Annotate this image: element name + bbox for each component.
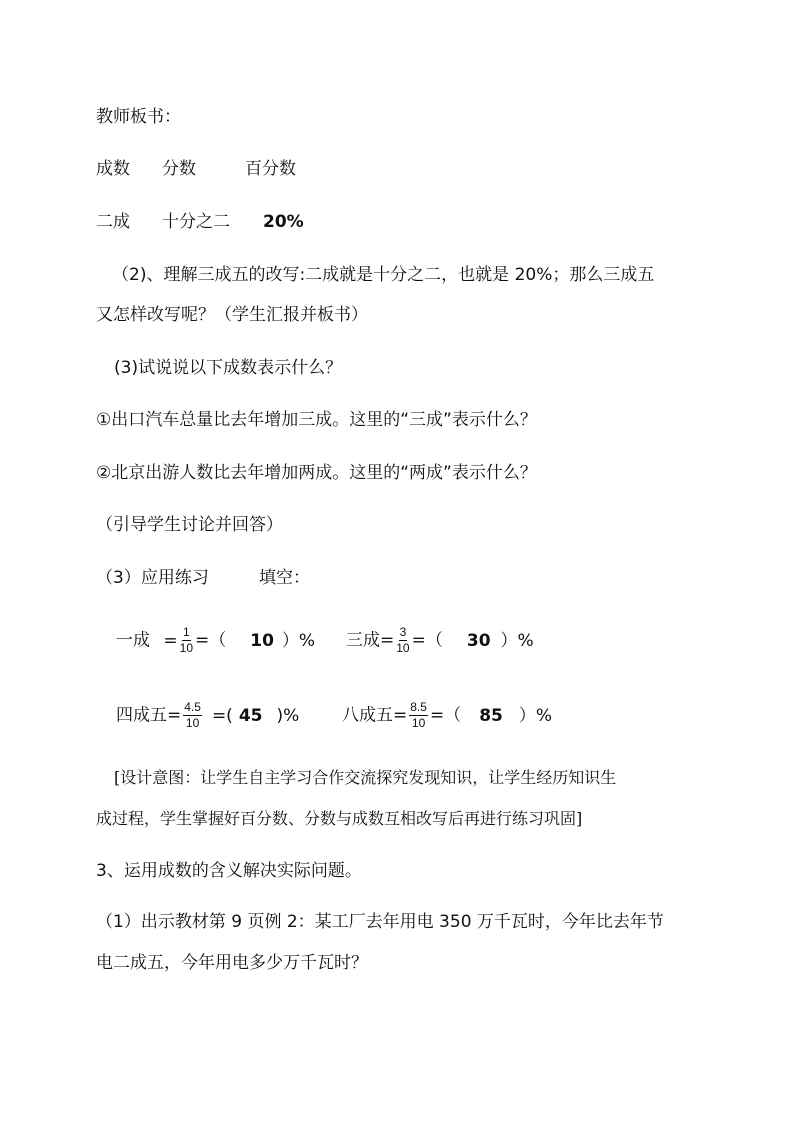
section-3-heading: 3、运用成数的含义解决实际问题。 xyxy=(96,861,362,881)
design-intent-line-1: [设计意图：让学生自主学习合作交流探究发现知识，让学生经历知识生 xyxy=(114,768,617,787)
paragraph-2-line-2: 又怎样改写呢？（学生汇报并板书） xyxy=(96,305,368,325)
board-heading: 教师板书： xyxy=(96,107,181,127)
fraction-numerator: 1 xyxy=(182,625,190,639)
close-paren: ）% xyxy=(518,705,553,726)
fraction-numerator: 4.5 xyxy=(184,700,201,714)
open-paren: =（ xyxy=(411,630,443,651)
answer-value: 10 xyxy=(250,630,274,651)
fraction-numerator: 8.5 xyxy=(410,700,427,714)
exercise-label: 三成= xyxy=(346,630,395,651)
paragraph-2-line-1: （2)、理解三成五的改写:二成就是十分之二，也就是 20%；那么三成五 xyxy=(112,265,655,285)
fraction xyxy=(180,626,193,655)
answer-value: 85 xyxy=(479,705,503,726)
open-paren: =（ xyxy=(195,630,227,651)
fill-blank-label: 填空： xyxy=(259,568,310,588)
answer-value: 45 xyxy=(238,705,263,726)
open-paren: =( xyxy=(211,705,233,726)
row-shi-fen-zhi-er: 十分之二 xyxy=(162,212,230,232)
fraction xyxy=(183,701,202,730)
open-paren: =（ xyxy=(429,705,462,726)
fraction-denominator: 10 xyxy=(396,641,410,655)
exercise-label: 一成 xyxy=(116,630,150,651)
fraction xyxy=(396,626,409,655)
header-fen-shu: 分数 xyxy=(162,159,196,179)
header-bai-fen-shu: 百分数 xyxy=(245,159,296,179)
question-item-1: ①出口汽车总量比去年增加三成。这里的“三成”表示什么？ xyxy=(96,410,537,430)
close-paren: )% xyxy=(276,705,300,726)
exercise-san-cheng xyxy=(346,626,534,655)
equals-sign: = xyxy=(163,630,178,651)
exercise-ba-cheng-wu xyxy=(342,701,552,730)
exercise-label: 四成五= xyxy=(116,705,182,726)
fraction-denominator: 10 xyxy=(411,716,426,730)
fraction-numerator: 3 xyxy=(399,625,407,639)
close-paren: ）% xyxy=(500,630,534,651)
row-20-percent: 20% xyxy=(263,212,304,232)
exercise-si-cheng-wu xyxy=(116,701,299,730)
design-intent-line-2: 成过程，学生掌握好百分数、分数与成数互相改写后再进行练习巩固] xyxy=(96,809,583,828)
question-3-heading: (3)试说说以下成数表示什么？ xyxy=(114,358,343,378)
exercise-label: 八成五= xyxy=(342,705,408,726)
fraction-denominator: 10 xyxy=(185,716,200,730)
header-cheng-shu: 成数 xyxy=(96,159,130,179)
close-paren: ）% xyxy=(281,630,316,651)
row-er-cheng: 二成 xyxy=(96,212,130,232)
answer-value: 30 xyxy=(466,630,491,651)
question-item-2: ②北京出游人数比去年增加两成。这里的“两成”表示什么？ xyxy=(96,463,537,483)
exercise-yi-cheng xyxy=(116,626,315,655)
guide-note: （引导学生讨论并回答） xyxy=(96,515,283,535)
example-2-line-2: 电二成五，今年用电多少万千瓦时？ xyxy=(96,953,368,973)
fraction xyxy=(409,701,428,730)
fraction-denominator: 10 xyxy=(179,641,194,655)
practice-heading: （3）应用练习 xyxy=(96,568,209,588)
example-2-line-1: （1）出示教材第 9 页例 2：某工厂去年用电 350 万千瓦时，今年比去年节 xyxy=(96,912,664,932)
